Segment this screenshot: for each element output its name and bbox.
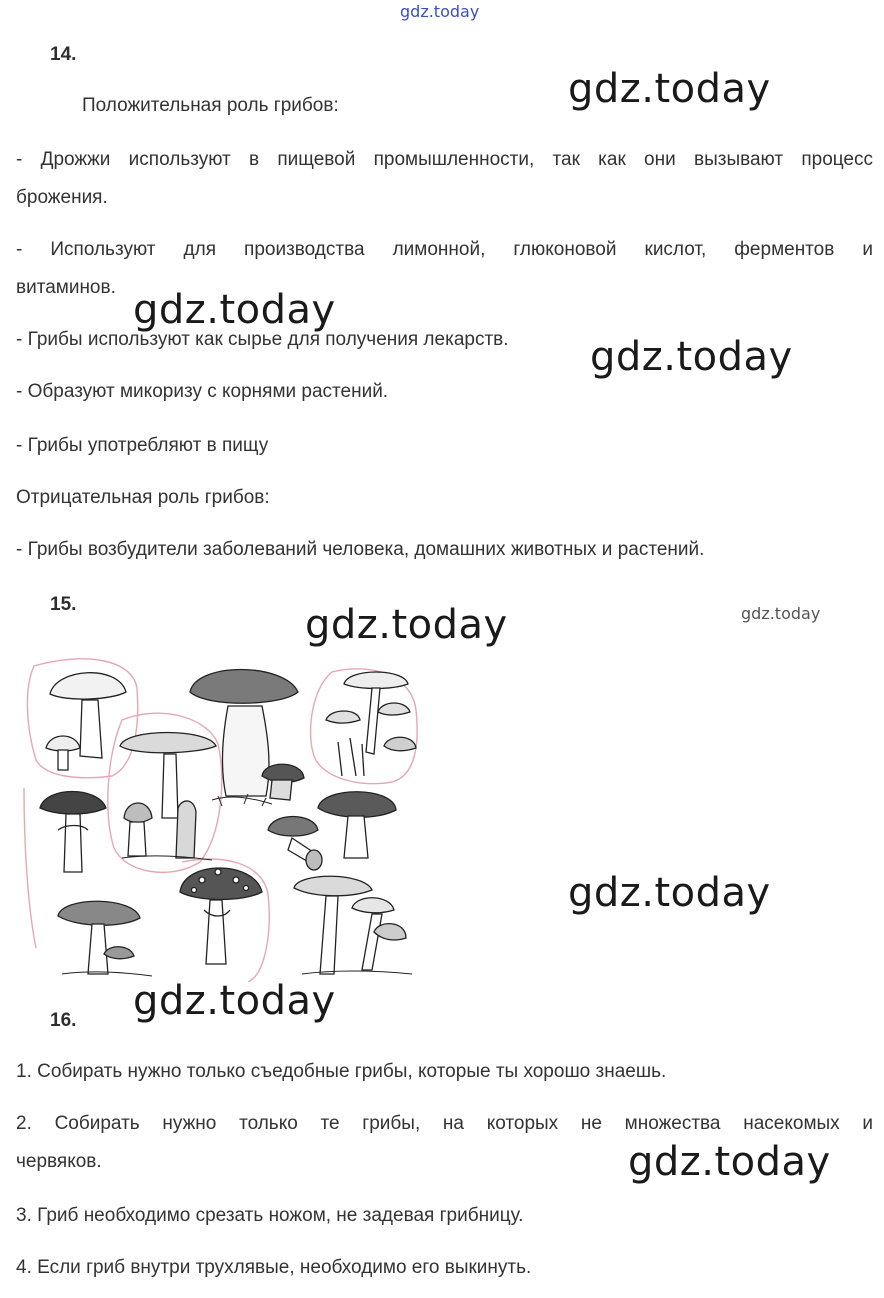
- rule-1: 1. Собирать нужно только съедобные грибы, которые ты хорошо знаешь.: [16, 1061, 667, 1082]
- watermark-3: gdz.today: [590, 334, 793, 380]
- negative-role-heading: Отрицательная роль грибов:: [16, 487, 270, 508]
- positive-item-2-line-2: витаминов.: [16, 277, 116, 298]
- positive-item-2-line-1: - Используют для производства лимонной, глюконовой кислот, ферментов и: [16, 239, 873, 260]
- watermark-6: gdz.today: [133, 978, 336, 1024]
- positive-item-3: - Грибы используют как сырье для получения лекарств.: [16, 329, 509, 350]
- positive-item-1-line-2: брожения.: [16, 187, 108, 208]
- section-15-number: 15.: [50, 594, 77, 615]
- positive-item-1: [16, 141, 873, 217]
- rule-4: 4. Если гриб внутри трухлявые, необходимо его выкинуть.: [16, 1257, 532, 1278]
- positive-item-4: - Образуют микоризу с корнями растений.: [16, 381, 389, 402]
- positive-item-1-line-1: - Дрожжи используют в пищевой промышленности, так как они вызывают процесс: [16, 149, 873, 170]
- watermark-4: gdz.today: [305, 602, 508, 648]
- rule-3: 3. Гриб необходимо срезать ножом, не задевая грибницу.: [16, 1205, 524, 1226]
- section-14-number: 14.: [50, 44, 77, 65]
- positive-item-5: - Грибы употребляют в пищу: [16, 435, 269, 456]
- positive-role-heading: Положительная роль грибов:: [82, 95, 339, 116]
- rule-2-line-1: 2. Собирать нужно только те грибы, на которых не множества насекомых и: [16, 1113, 873, 1134]
- watermark-1: gdz.today: [568, 66, 771, 112]
- watermark-5: gdz.today: [568, 870, 771, 916]
- watermark-7: gdz.today: [628, 1139, 831, 1185]
- rule-2-line-2: червяков.: [16, 1151, 102, 1172]
- mushrooms-illustration: [22, 648, 420, 982]
- watermark-2: gdz.today: [133, 287, 336, 333]
- section-16-number: 16.: [50, 1010, 77, 1031]
- watermark-small: gdz.today: [741, 604, 821, 623]
- negative-item-1: - Грибы возбудители заболеваний человека, домашних животных и растений.: [16, 539, 705, 560]
- watermark-top: gdz.today: [400, 2, 480, 21]
